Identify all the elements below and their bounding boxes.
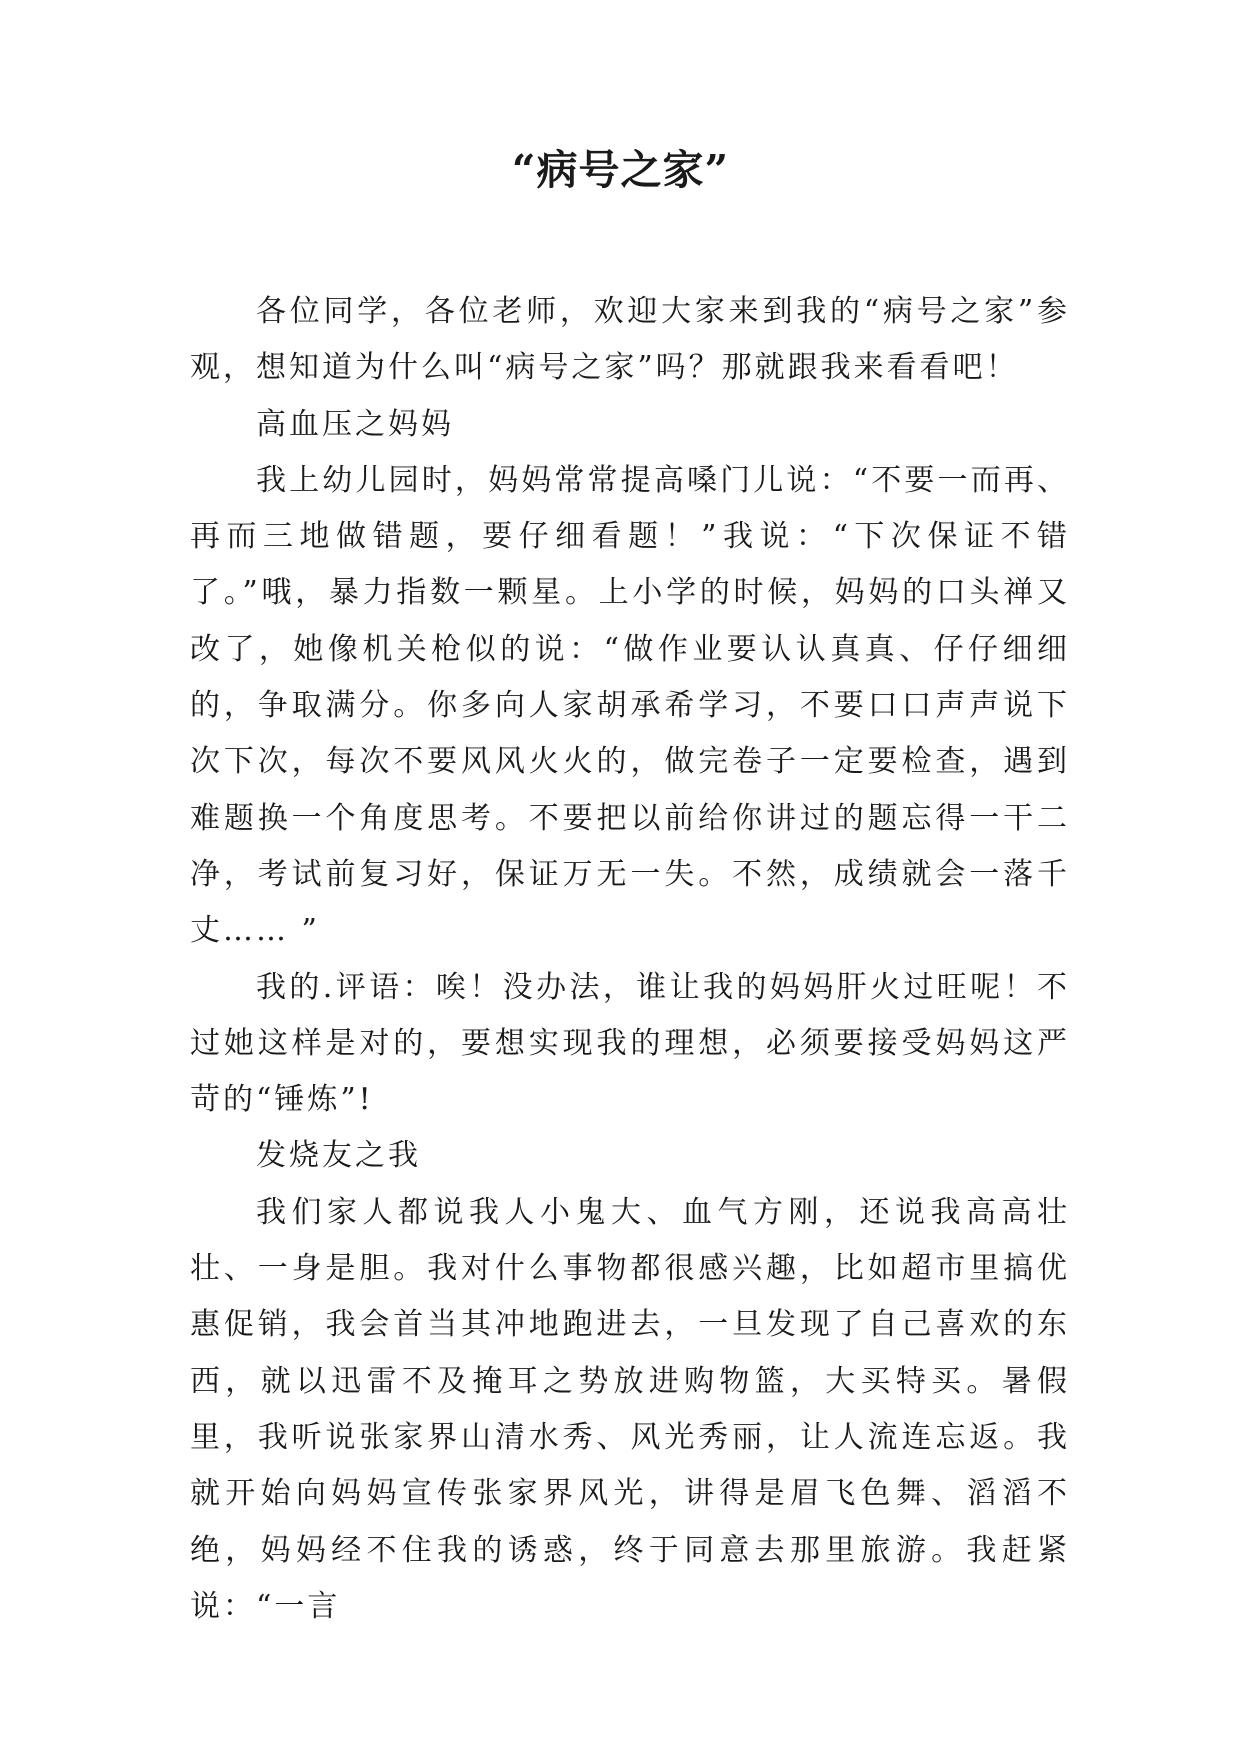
paragraph-comment: 我的.评语：唉！没办法，谁让我的妈妈肝火过旺呢！不过她这样是对的，要想实现我的理想，必须要接受妈妈这严苛的“锤炼”!: [190, 969, 1070, 1118]
section-heading-mother: 高血压之妈妈: [256, 406, 454, 442]
section-heading-me: 发烧友之我: [256, 1138, 421, 1174]
paragraph-me: 我们家人都说我人小鬼大、血气方刚，还说我高高壮壮、一身是胆。我对什么事物都很感兴趣，比如超市里搞优惠促销，我会首当其冲地跑进去，一旦发现了自己喜欢的东西，就以迅雷不及掩耳之势放进购物篮，大买特买。暑假里，我听说张家界山清水秀、风光秀丽，让人流连忘返。我就开始向妈妈宣传张家界风光，讲得是眉飞色舞、滔滔不绝，妈妈经不住我的诱惑，终于同意去那里旅游。我赶紧说：“一言: [190, 1194, 1070, 1624]
document-title: “病号之家”: [511, 146, 730, 194]
paragraph-intro: 各位同学，各位老师，欢迎大家来到我的“病号之家”参观，想知道为什么叫“病号之家”吗？那就跟我来看看吧！: [190, 294, 1070, 386]
paragraph-mother: 我上幼儿园时，妈妈常常提高嗓门儿说：“不要一而再、再而三地做错题，要仔细看题！”我说：“下次保证不错了。”哦，暴力指数一颗星。上小学的时候，妈妈的口头禅又改了，她像机关枪似的说：“做作业要认认真真、仔仔细细的，争取满分。你多向人家胡承希学习，不要口口声声说下次下次，每次不要风风火火的，做完卷子一定要检查，遇到难题换一个角度思考。不要把以前给你讲过的题忘得一干二净，考试前复习好，保证万无一失。不然，成绩就会一落千丈…… ”: [190, 462, 1070, 949]
document-body: [190, 284, 1070, 1635]
